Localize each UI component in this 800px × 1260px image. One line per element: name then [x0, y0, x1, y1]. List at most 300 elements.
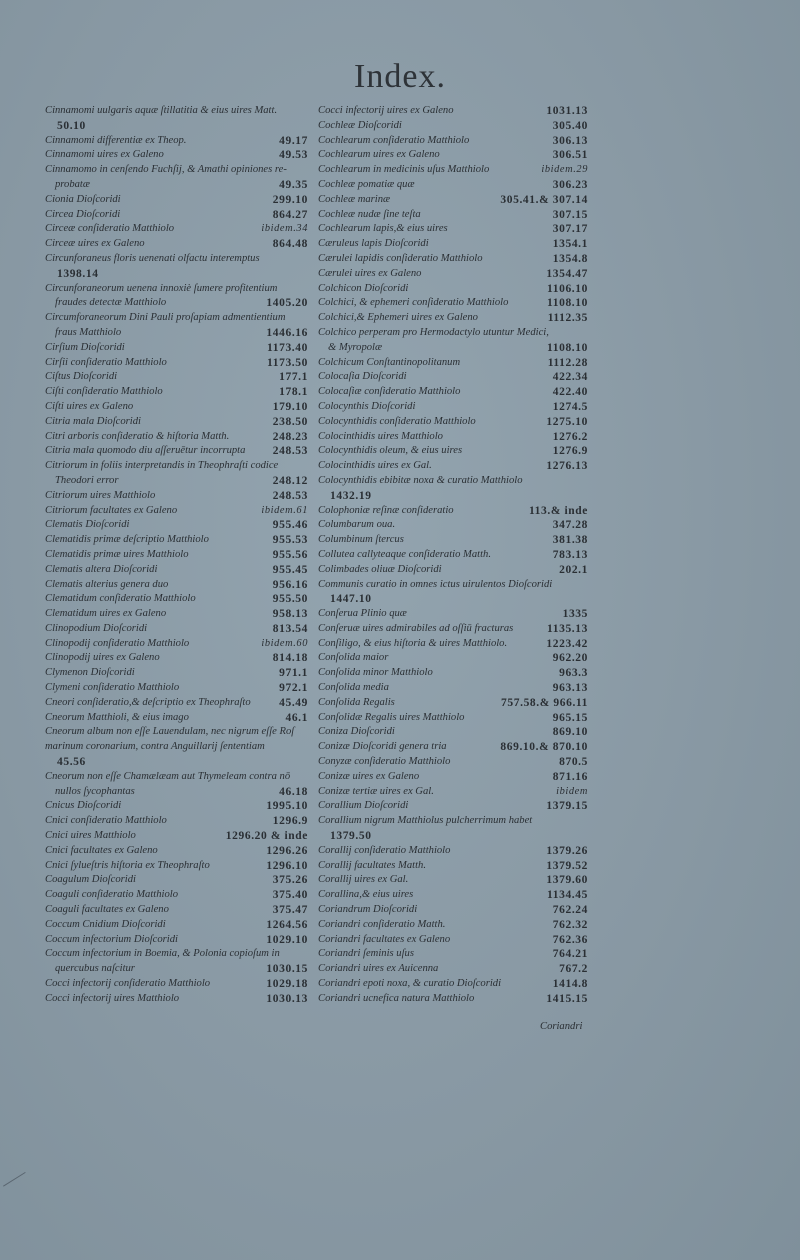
index-entry [318, 740, 590, 755]
index-entry [45, 134, 310, 149]
entry-text: Conſerua Plinio quæ [318, 608, 407, 620]
page-reference: 1223.42 [546, 637, 588, 650]
index-entry [318, 222, 590, 237]
entry-text: Conſeruæ uires admirabiles ad oſſiū fracturas [318, 622, 514, 634]
index-entry [45, 859, 310, 874]
entry-text: Cochlearum uires ex Galeno [318, 149, 440, 161]
index-entry [45, 474, 310, 489]
index-entry [318, 356, 590, 371]
entry-text: Colocinthidis uires Matthiolo [318, 430, 443, 442]
entry-text: Colimbades oliuæ Dioſcoridi [318, 563, 442, 575]
entry-text: Colchicum Conſtantinopolitanum [318, 356, 461, 368]
index-entry [318, 548, 590, 563]
page-reference: 50.10 [57, 119, 86, 132]
entry-text: Corallij conſideratio Matthiolo [318, 844, 451, 856]
page-reference: ibidem.61 [261, 504, 308, 516]
index-entry [318, 637, 590, 652]
entry-text: Citriorum facultates ex Galeno [45, 504, 178, 516]
page-reference: 965.15 [552, 711, 588, 724]
index-entry [318, 415, 590, 430]
entry-text: Coriandri ſeminis uſus [318, 948, 414, 960]
index-entry [318, 903, 590, 918]
page-reference: 813.54 [272, 622, 308, 635]
entry-text: Colchici,& Ephemeri uires ex Galeno [318, 312, 478, 324]
index-entry [318, 918, 590, 933]
page-reference: 1031.13 [546, 105, 588, 117]
page-reference: 955.53 [272, 534, 308, 547]
index-entry [318, 326, 590, 341]
entry-text: Columbinum ſtercus [318, 534, 404, 546]
index-entry [45, 977, 310, 992]
page-reference: 1030.13 [266, 992, 308, 1005]
entry-text: Circumforaneorum Dini Pauli proſapiam admentientium [45, 312, 286, 324]
page-reference: 762.32 [552, 918, 588, 931]
page-reference: 422.34 [552, 371, 588, 384]
index-entry [318, 992, 590, 1007]
entry-text: Cionia Dioſcoridi [45, 193, 121, 205]
index-entry [45, 918, 310, 933]
index-entry [45, 459, 310, 474]
page-reference: 1276.9 [552, 445, 588, 458]
entry-text: Cneorum non eſſe Chamælæam aut Thymeleam contra nō [45, 770, 291, 782]
entry-text: marinum coronarium, contra Anguillarij ſententiam [45, 741, 265, 753]
index-entry [318, 888, 590, 903]
index-entry [45, 311, 310, 326]
page-reference: 764.21 [552, 948, 588, 961]
page-reference: 305.41.& 307.14 [500, 193, 588, 206]
entry-text: Communis curatio in omnes ictus uirulentos Dioſcoridi [318, 578, 553, 590]
entry-text: Corallium nigrum Matthiolus pulcherrimum habet [318, 815, 533, 827]
entry-text: Clematidum uires ex Galeno [45, 608, 167, 620]
index-entry [45, 992, 310, 1007]
entry-text: Cærulei uires ex Galeno [318, 267, 422, 279]
page-reference: 202.1 [559, 563, 588, 576]
page-reference: 178.1 [279, 386, 308, 399]
entry-text: Colocinthidis uires ex Gal. [318, 460, 432, 472]
entry-text: Clematidis primæ deſcriptio Matthiolo [45, 534, 209, 546]
entry-text: Coriandri conſideratio Matth. [318, 918, 446, 930]
index-entry [318, 444, 590, 459]
page-reference: 1275.10 [546, 415, 588, 428]
index-entry [45, 578, 310, 593]
page-reference: 1446.16 [266, 326, 308, 339]
index-entry [318, 814, 590, 844]
page-reference: 1108.10 [547, 341, 588, 354]
page-reference: 871.16 [552, 770, 588, 783]
entry-text: Cochlearum in medicinis uſus Matthiolo [318, 164, 490, 176]
page-title: Index. [354, 58, 446, 95]
page-reference: 1134.45 [547, 889, 588, 902]
entry-text: Colocynthidis ebibitæ noxa & curatio Matthiolo [318, 474, 523, 486]
page-reference: 783.13 [552, 548, 588, 561]
index-entry [45, 548, 310, 563]
entry-text: Coriandri uires ex Auicenna [318, 963, 439, 975]
page-reference: 49.35 [279, 178, 308, 191]
entry-text: Cneorum album non eſſe Lauendulam, nec nigrum eſſe Roſ [45, 726, 295, 738]
entry-text: Circeæ uires ex Galeno [45, 238, 145, 250]
page-reference: 1296.20 & inde [225, 830, 308, 843]
index-entry [45, 222, 310, 237]
index-entry [45, 104, 310, 134]
page-reference: 1415.15 [546, 992, 588, 1005]
entry-text: Conſolida Regalis [318, 696, 395, 708]
index-entry [318, 651, 590, 666]
page-reference: 46.1 [285, 711, 308, 724]
entry-text: Clematidum conſideratio Matthiolo [45, 593, 196, 605]
page-reference: 1108.10 [547, 297, 588, 310]
index-entry [45, 252, 310, 282]
index-entry [45, 415, 310, 430]
index-entry [318, 296, 590, 311]
entry-text: Cinnamomi uulgaris aquæ ſtillatitia & eius uires Matt. [45, 105, 278, 116]
index-entry [318, 799, 590, 814]
index-entry [318, 400, 590, 415]
index-entry [45, 178, 310, 193]
entry-text: Cnicus Dioſcoridi [45, 800, 122, 812]
page-reference: 955.56 [272, 548, 308, 561]
index-entry [45, 193, 310, 208]
index-entry [318, 607, 590, 622]
page-reference: 248.23 [272, 430, 308, 443]
index-entry [318, 504, 590, 519]
entry-text: Coriandri facultates ex Galeno [318, 933, 451, 945]
index-entry [318, 267, 590, 282]
page-reference: 1379.26 [546, 844, 588, 857]
page-reference: 375.47 [272, 904, 308, 917]
index-entry [45, 326, 310, 341]
entry-text: Cæruleus lapis Dioſcoridi [318, 238, 429, 250]
index-entry [318, 148, 590, 163]
index-entry [45, 163, 310, 178]
entry-text: Circunforaneorum uenena innoxiè ſumere profitentium [45, 282, 278, 294]
index-entry [318, 208, 590, 223]
index-entry [45, 518, 310, 533]
page-reference: 1276.13 [546, 460, 588, 473]
index-entry [318, 770, 590, 785]
entry-text: Clematis alterius genera duo [45, 578, 169, 590]
index-entry [45, 148, 310, 163]
entry-text: Circeæ conſideratio Matthiolo [45, 223, 175, 235]
pen-mark [3, 1172, 31, 1195]
page-reference: 958.13 [272, 608, 308, 621]
page-reference: 347.28 [552, 519, 588, 532]
page-reference: 1112.28 [547, 356, 588, 369]
index-entry [45, 903, 310, 918]
index-entry [45, 370, 310, 385]
index-entry [318, 578, 590, 608]
page-reference: 1276.2 [552, 430, 588, 443]
page-reference: 971.1 [279, 667, 308, 680]
index-entry [45, 829, 310, 844]
index-entry [45, 681, 310, 696]
page-reference: 248.53 [272, 445, 308, 458]
entry-text: Clinopodij conſideratio Matthiolo [45, 637, 190, 649]
entry-text: Colocaſiæ conſideratio Matthiolo [318, 386, 461, 398]
index-entry [45, 770, 310, 785]
page-reference: 956.16 [272, 578, 308, 591]
index-entry [45, 651, 310, 666]
entry-text: Conſolida maior [318, 652, 389, 664]
entry-text: Clymeni conſideratio Matthiolo [45, 682, 180, 694]
page-reference: 955.45 [272, 563, 308, 576]
index-entry [45, 785, 310, 800]
index-entry [45, 237, 310, 252]
entry-text: fraus Matthiolo [55, 326, 122, 338]
index-entry [318, 430, 590, 445]
page-reference: 1264.56 [266, 918, 308, 931]
index-entry [45, 799, 310, 814]
page-reference: 248.12 [272, 474, 308, 487]
entry-text: Cinnamomi uires ex Galeno [45, 149, 164, 161]
catchword: Coriandri [540, 1021, 583, 1032]
entry-text: Cirſii conſideratio Matthiolo [45, 356, 167, 368]
index-entry [45, 711, 310, 726]
index-entry [318, 459, 590, 474]
page-reference: 869.10.& 870.10 [500, 741, 588, 754]
entry-text: Conizæ Dioſcoridi genera tria [318, 741, 447, 753]
entry-text: Cneori conſideratio,& deſcriptio ex Theophraſto [45, 696, 251, 708]
index-entry [318, 370, 590, 385]
page-reference: 375.26 [272, 874, 308, 887]
page-reference: 1274.5 [552, 400, 588, 413]
index-entry [318, 725, 590, 740]
entry-text: Ciſti conſideratio Matthiolo [45, 386, 163, 398]
entry-text: Corallij facultates Matth. [318, 859, 426, 871]
entry-text: Cochleæ pomatiæ quæ [318, 178, 415, 190]
entry-text: Colocynthidis conſideratio Matthiolo [318, 415, 476, 427]
page-reference: 762.24 [552, 904, 588, 917]
index-entry [45, 888, 310, 903]
entry-text: Citriorum uires Matthiolo [45, 489, 156, 501]
index-entry [318, 252, 590, 267]
page-reference: 1379.52 [546, 859, 588, 872]
index-entry [318, 134, 590, 149]
entry-text: & Myropolæ [328, 341, 383, 353]
entry-text: Conſolida media [318, 682, 389, 694]
page-reference: 1296.9 [272, 815, 308, 828]
page-reference: 1354.47 [546, 267, 588, 280]
entry-text: Conizæ uires ex Galeno [318, 770, 420, 782]
index-entry [45, 740, 310, 770]
index-entry [45, 962, 310, 977]
entry-text: Ciſtus Dioſcoridi [45, 371, 118, 383]
page-reference: 305.40 [552, 119, 588, 132]
page-reference: 955.50 [272, 593, 308, 606]
page-reference: 1379.60 [546, 874, 588, 887]
page-reference: 238.50 [272, 415, 308, 428]
entry-text: Colchici, & ephemeri conſideratio Matthiolo [318, 297, 509, 309]
entry-text: Colocaſia Dioſcoridi [318, 371, 407, 383]
page-reference: 45.56 [57, 756, 86, 769]
entry-text: Cinnamomi differentiæ ex Theop. [45, 134, 187, 146]
page-reference: 381.38 [552, 534, 588, 547]
page-reference: 757.58.& 966.11 [501, 696, 588, 709]
entry-text: Collutea callyteaque conſideratio Matth. [318, 548, 491, 560]
page-reference: 869.10 [552, 726, 588, 739]
index-entry [318, 681, 590, 696]
page-reference: 1995.10 [266, 800, 308, 813]
entry-text: Corallina,& eius uires [318, 889, 414, 901]
index-entry [45, 725, 310, 740]
entry-text: Conſolida minor Matthiolo [318, 667, 433, 679]
page-reference: ibidem.34 [261, 223, 308, 235]
page-reference: 49.53 [279, 149, 308, 162]
page-reference: 113.& inde [528, 504, 588, 517]
entry-text: Citri arboris conſideratio & hiſtoria Matth. [45, 430, 230, 442]
index-entry [318, 178, 590, 193]
page-reference: 1112.35 [547, 312, 588, 325]
index-entry [318, 785, 590, 800]
index-entry [318, 873, 590, 888]
index-entry [45, 696, 310, 711]
index-entry [45, 282, 310, 297]
entry-text: Conyzæ conſideratio Matthiolo [318, 756, 451, 768]
index-column-left [45, 104, 310, 1007]
entry-text: Coriandri epoti noxa, & curatio Dioſcoridi [318, 978, 502, 990]
page-reference: 864.27 [272, 208, 308, 221]
entry-text: Colophoniæ reſinæ conſideratio [318, 504, 454, 516]
entry-text: Cærulei lapidis conſideratio Matthiolo [318, 252, 483, 264]
page-reference: 1106.10 [547, 282, 588, 295]
entry-text: Clinopodij uires ex Galeno [45, 652, 160, 664]
page-reference: 767.2 [559, 963, 588, 976]
entry-text: Coagulum Dioſcoridi [45, 874, 136, 886]
entry-text: Conizæ tertiæ uires ex Gal. [318, 785, 434, 797]
entry-text: Corallij uires ex Gal. [318, 874, 409, 886]
page-reference: 963.13 [552, 682, 588, 695]
page-reference: 179.10 [272, 400, 308, 413]
index-entry [318, 119, 590, 134]
entry-text: Colocynthis Dioſcoridi [318, 400, 416, 412]
index-entry [318, 755, 590, 770]
entry-text: Cocci infectorij uires Matthiolo [45, 992, 180, 1004]
entry-text: Cochleæ nudæ ſine teſta [318, 208, 421, 220]
entry-text: Clematis Dioſcoridi [45, 519, 130, 531]
page-reference: 1296.26 [266, 844, 308, 857]
page-reference: 306.51 [552, 149, 588, 162]
page-reference: 375.40 [272, 889, 308, 902]
index-entry [318, 104, 590, 119]
page-reference: 1030.15 [266, 963, 308, 976]
index-entry [45, 385, 310, 400]
entry-text: Conſiligo, & eius hiſtoria & uires Matthiolo. [318, 637, 508, 649]
page-reference: 49.17 [279, 134, 308, 147]
index-entry [45, 844, 310, 859]
page-reference: 955.46 [272, 519, 308, 532]
page-reference: 1432.19 [330, 489, 372, 502]
entry-text: Cnici facultates ex Galeno [45, 844, 158, 856]
index-entry [318, 859, 590, 874]
page-reference: 1405.20 [266, 297, 308, 310]
entry-text: Coniza Dioſcoridi [318, 726, 395, 738]
entry-text: Cocci infectorij conſideratio Matthiolo [45, 978, 211, 990]
index-entry [45, 341, 310, 356]
entry-text: Cnici ſylueſtris hiſtoria ex Theophraſto [45, 859, 210, 871]
entry-text: probatæ [55, 178, 90, 190]
page-reference: ibidem.29 [541, 164, 588, 176]
page-reference: 864.48 [272, 238, 308, 251]
page-reference: 1379.15 [546, 800, 588, 813]
page-reference: 306.23 [552, 178, 588, 191]
page-reference: 1135.13 [547, 622, 588, 635]
page-reference: 1029.10 [266, 933, 308, 946]
index-entry [318, 341, 590, 356]
index-entry [45, 607, 310, 622]
page-reference: 963.3 [559, 667, 588, 680]
index-entry [45, 208, 310, 223]
entry-text: Coaguli conſideratio Matthiolo [45, 889, 179, 901]
entry-text: Corallium Dioſcoridi [318, 800, 409, 812]
entry-text: Cinnamomo in cenſendo Fuchſij, & Amathi opiniones re- [45, 164, 287, 176]
entry-text: Cochleæ Dioſcoridi [318, 119, 402, 131]
index-entry [318, 518, 590, 533]
index-entry [318, 237, 590, 252]
page-reference: 814.18 [272, 652, 308, 665]
page-reference: 307.15 [552, 208, 588, 221]
page-reference: 422.40 [552, 386, 588, 399]
entry-text: Coriandrum Dioſcoridi [318, 904, 418, 916]
index-entry [45, 814, 310, 829]
entry-text: Cochlearum lapis,& eius uires [318, 223, 448, 235]
page-reference: 1173.40 [267, 341, 308, 354]
entry-text: Citriorum in foliis interpretandis in Theophraſti codice [45, 460, 279, 472]
entry-text: Colchico perperam pro Hermodactylo utuntur Medici, [318, 326, 549, 338]
entry-text: Cneorum Matthioli, & eius imago [45, 711, 189, 723]
index-entry [45, 296, 310, 311]
entry-text: Clinopodium Dioſcoridi [45, 622, 148, 634]
entry-text: Cochleæ marinæ [318, 193, 391, 205]
page-reference: 306.13 [552, 134, 588, 147]
index-entry [318, 962, 590, 977]
entry-text: Conſolidæ Regalis uires Matthiolo [318, 711, 465, 723]
page-reference: 762.36 [552, 933, 588, 946]
page-reference: 870.5 [559, 756, 588, 769]
page-reference: 1354.8 [552, 252, 588, 265]
page-reference: 45.49 [279, 696, 308, 709]
index-entry [318, 193, 590, 208]
page-reference: 1379.50 [330, 830, 372, 843]
entry-text: Ciſti uires ex Galeno [45, 400, 134, 412]
entry-text: Cnici uires Matthiolo [45, 830, 136, 842]
index-entry [45, 947, 310, 962]
entry-text: Colchicon Dioſcoridi [318, 282, 409, 294]
entry-text: Cnici conſideratio Matthiolo [45, 815, 167, 827]
index-column-right [318, 104, 590, 1007]
index-entry [45, 622, 310, 637]
entry-text: nullos ſycophantas [55, 785, 135, 797]
index-entry [45, 563, 310, 578]
index-entry [45, 592, 310, 607]
entry-text: Circea Dioſcoridi [45, 208, 121, 220]
page-reference: 299.10 [272, 193, 308, 206]
index-entry [45, 430, 310, 445]
index-entry [45, 873, 310, 888]
index-entry [318, 533, 590, 548]
entry-text: Coriandri ucnefica natura Matthiolo [318, 992, 475, 1004]
entry-text: Cirſium Dioſcoridi [45, 341, 125, 353]
entry-text: quercubus naſcitur [55, 963, 135, 975]
index-entry [318, 696, 590, 711]
entry-text: Coccum infectorium Dioſcoridi [45, 933, 178, 945]
entry-text: Clematidis primæ uires Matthiolo [45, 548, 189, 560]
index-entry [318, 282, 590, 297]
entry-text: Circunforaneus floris uenenati olfactu interemptus [45, 252, 260, 264]
entry-text: Clymenon Dioſcoridi [45, 667, 135, 679]
page-reference: 1173.50 [267, 356, 308, 369]
index-entry [45, 504, 310, 519]
entry-text: Citria mala Dioſcoridi [45, 415, 141, 427]
index-entry [318, 844, 590, 859]
